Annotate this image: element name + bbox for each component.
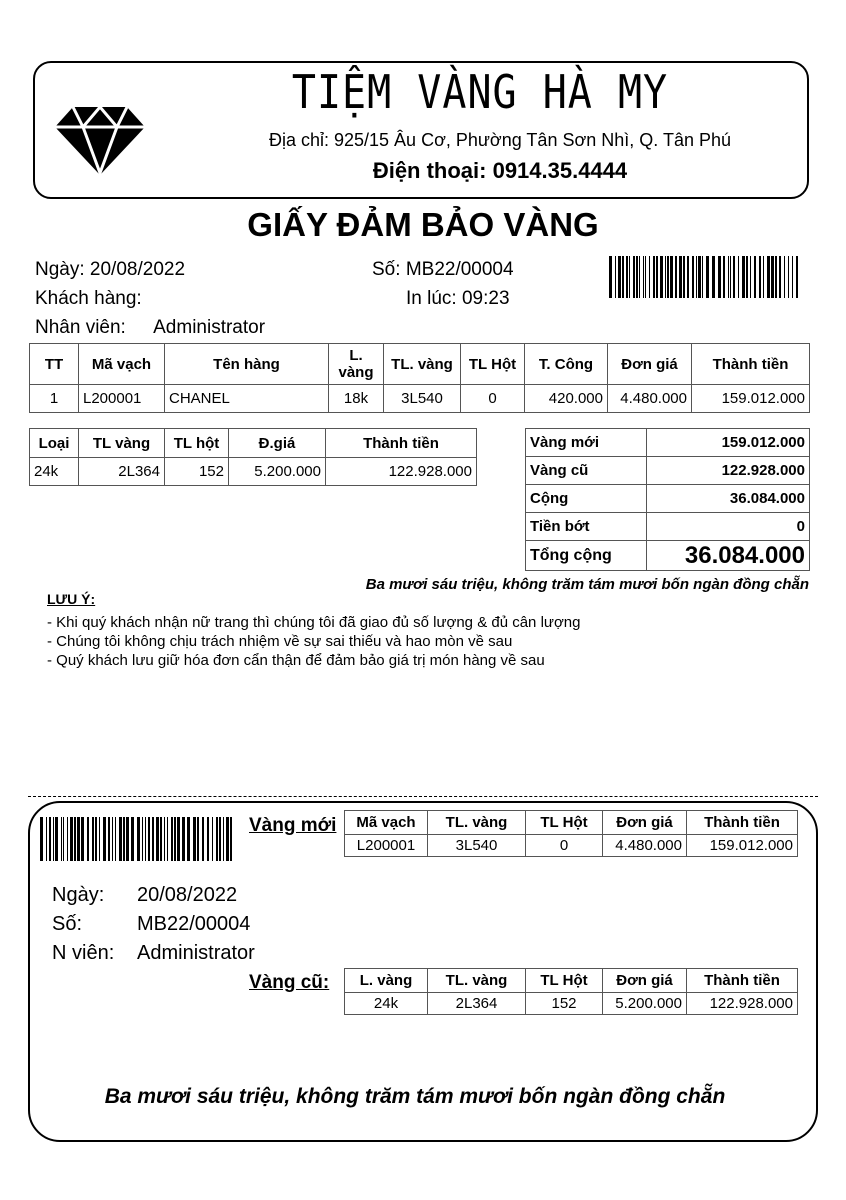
col-header: Đơn giá [608, 344, 692, 385]
col-header: TL. vàng [428, 969, 526, 993]
col-header: Tên hàng [165, 344, 329, 385]
customer-label: Khách hàng: [35, 288, 142, 309]
summary-value: 122.928.000 [647, 457, 810, 485]
number-label: Số: [372, 259, 401, 280]
table-cell: 159.012.000 [692, 385, 810, 413]
stub-date-value: 20/08/2022 [137, 884, 238, 906]
summary-table [525, 428, 810, 571]
col-header: Thành tiền [326, 429, 477, 458]
stub-number-value: MB22/00004 [137, 913, 251, 935]
col-header: L. vàng [329, 344, 384, 385]
col-header: Thành tiền [692, 344, 810, 385]
stub-new-header [345, 811, 798, 835]
stub-new-gold-table [344, 810, 798, 857]
table-cell: 5.200.000 [603, 993, 687, 1015]
table-cell: 0 [461, 385, 525, 413]
col-header: TL Hột [461, 344, 525, 385]
stub-staff-label: N viên: [52, 942, 115, 964]
table-cell: 5.200.000 [229, 458, 326, 486]
col-header: Đ.giá [229, 429, 326, 458]
number-value: MB22/00004 [405, 259, 514, 280]
table-cell: 4.480.000 [603, 835, 687, 857]
table-cell: 18k [329, 385, 384, 413]
amount-in-words: Ba mươi sáu triệu, không trăm tám mươi bốn ngàn đồng chẵn [365, 576, 809, 593]
note-line: - Khi quý khách nhận nữ trang thì chúng tôi đã giao đủ số lượng & đủ cân lượng [47, 614, 581, 631]
barcode-icon [609, 256, 803, 298]
old-gold-table [29, 428, 477, 486]
col-header: Mã vạch [345, 811, 428, 835]
notes-title: LƯU Ý: [47, 591, 96, 607]
stub-new-gold-label: Vàng mới [249, 815, 337, 836]
table-cell: 122.928.000 [326, 458, 477, 486]
shop-address: Địa chỉ: 925/15 Âu Cơ, Phường Tân Sơn Nhì, Q. Tân Phú [268, 130, 732, 150]
summary-row [526, 485, 810, 513]
summary-row [526, 429, 810, 457]
items-table [29, 343, 810, 413]
col-header: TL Hột [526, 811, 603, 835]
col-header: Đơn giá [603, 969, 687, 993]
note-line: - Quý khách lưu giữ hóa đơn cẩn thận để đảm bảo giá trị món hàng về sau [47, 652, 545, 669]
summary-total-row [526, 541, 810, 571]
summary-row [526, 513, 810, 541]
table-row [345, 835, 798, 857]
stub-amount-in-words: Ba mươi sáu triệu, không trăm tám mươi bốn ngàn đồng chẵn [104, 1085, 726, 1108]
old-gold-header [30, 429, 477, 458]
table-cell: 0 [526, 835, 603, 857]
table-cell: 24k [345, 993, 428, 1015]
table-cell: 2L364 [79, 458, 165, 486]
col-header: TL. vàng [428, 811, 526, 835]
stub-old-gold-label: Vàng cũ: [249, 972, 330, 993]
table-cell: 1 [30, 385, 79, 413]
total-value: 36.084.000 [647, 541, 810, 571]
table-cell: L200001 [345, 835, 428, 857]
summary-value: 0 [647, 513, 810, 541]
summary-value: 36.084.000 [647, 485, 810, 513]
col-header: T. Công [525, 344, 608, 385]
number-row [372, 259, 514, 281]
note-line: - Chúng tôi không chịu trách nhiệm về sự sai thiếu và hao mòn về sau [47, 633, 513, 650]
printed-row [406, 288, 510, 310]
col-header: TL vàng [79, 429, 165, 458]
table-row [30, 458, 477, 486]
staff-label: Nhân viên: [35, 317, 126, 338]
stub-old-gold-table [344, 968, 798, 1015]
stub-number-label: Số: [52, 913, 83, 935]
col-header: TL hột [165, 429, 229, 458]
summary-label: Vàng mới [526, 429, 647, 457]
date-row [35, 259, 185, 281]
col-header: L. vàng [345, 969, 428, 993]
table-row [30, 385, 810, 413]
staff-row [35, 317, 265, 339]
date-value: 20/08/2022 [89, 259, 186, 280]
table-cell: 4.480.000 [608, 385, 692, 413]
col-header: Thành tiền [687, 811, 798, 835]
total-label: Tổng cộng [526, 541, 647, 571]
table-cell: 420.000 [525, 385, 608, 413]
table-cell: L200001 [79, 385, 165, 413]
col-header: Đơn giá [603, 811, 687, 835]
summary-label: Cộng [526, 485, 647, 513]
cut-line [28, 796, 818, 797]
table-cell: CHANEL [165, 385, 329, 413]
printed-value: 09:23 [461, 288, 510, 309]
col-header: TT [30, 344, 79, 385]
table-cell: 152 [526, 993, 603, 1015]
col-header: Thành tiền [687, 969, 798, 993]
summary-row [526, 457, 810, 485]
table-row [345, 993, 798, 1015]
col-header: TL. vàng [384, 344, 461, 385]
table-cell: 152 [165, 458, 229, 486]
document-title: GIẤY ĐẢM BẢO VÀNG [247, 206, 599, 243]
summary-label: Tiền bớt [526, 513, 647, 541]
table-cell: 122.928.000 [687, 993, 798, 1015]
staff-value: Administrator [153, 317, 266, 338]
table-cell: 2L364 [428, 993, 526, 1015]
items-table-header [30, 344, 810, 385]
customer-row [35, 288, 142, 310]
summary-label: Vàng cũ [526, 457, 647, 485]
col-header: Mã vạch [79, 344, 165, 385]
diamond-icon [53, 105, 147, 177]
table-cell: 3L540 [428, 835, 526, 857]
shop-name: TIỆM VÀNG HÀ MY [291, 66, 669, 120]
shop-phone: Điện thoại: 0914.35.4444 [372, 158, 628, 183]
table-cell: 3L540 [384, 385, 461, 413]
date-label: Ngày: [35, 259, 85, 280]
col-header: TL Hột [526, 969, 603, 993]
summary-value: 159.012.000 [647, 429, 810, 457]
stub-old-header [345, 969, 798, 993]
table-cell: 24k [30, 458, 79, 486]
printed-label: In lúc: [406, 288, 457, 309]
col-header: Loại [30, 429, 79, 458]
stub-staff-value: Administrator [137, 942, 255, 964]
stub-date-label: Ngày: [52, 884, 105, 906]
table-cell: 159.012.000 [687, 835, 798, 857]
barcode-icon [40, 817, 234, 861]
